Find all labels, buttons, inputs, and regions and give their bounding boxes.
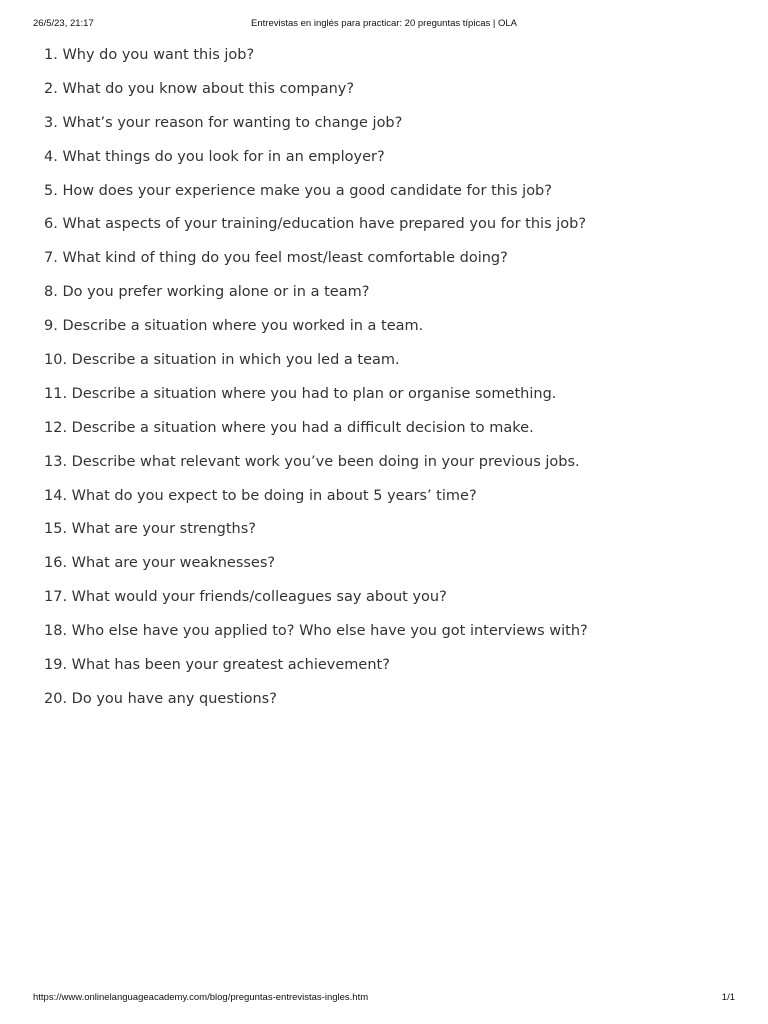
question-item: 8. Do you prefer working alone or in a team? [44, 284, 370, 301]
question-item: 13. Describe what relevant work you’ve been doing in your previous jobs. [44, 453, 580, 470]
question-item: 19. What has been your greatest achievement? [44, 657, 390, 674]
question-item: 14. What do you expect to be doing in about 5 years’ time? [44, 487, 477, 504]
page-number: 1/1 [721, 992, 735, 1003]
question-item: 1. Why do you want this job? [44, 47, 255, 63]
question-item: 5. How does your experience make you a good candidate for this job? [44, 182, 552, 199]
question-item: 15. What are your strengths? [44, 521, 256, 538]
page-url: https://www.onlinelanguageacademy.com/blog/preguntas-entrevistas-ingles.htm [33, 992, 369, 1003]
question-item: 9. Describe a situation where you worked in a team. [44, 318, 424, 335]
question-item: 4. What things do you look for in an employer? [44, 148, 385, 165]
question-item: 16. What are your weaknesses? [44, 555, 276, 572]
print-datetime: 26/5/23, 21:17 [33, 18, 94, 29]
question-item: 10. Describe a situation in which you led a team. [44, 352, 400, 369]
question-item: 6. What aspects of your training/education have prepared you for this job? [44, 216, 587, 233]
question-item: 2. What do you know about this company? [44, 80, 355, 97]
question-item: 20. Do you have any questions? [44, 690, 277, 707]
question-list [44, 44, 744, 722]
question-item: 3. What’s your reason for wanting to change job? [44, 114, 403, 131]
print-footer [0, 992, 768, 1006]
page-title: Entrevistas en inglés para practicar: 20 preguntas típicas | OLA [251, 18, 517, 29]
question-item: 11. Describe a situation where you had to plan or organise something. [44, 385, 557, 402]
question-item: 18. Who else have you applied to? Who else have you got interviews with? [44, 623, 588, 640]
question-item: 7. What kind of thing do you feel most/least comfortable doing? [44, 250, 508, 267]
question-item: 17. What would your friends/colleagues say about you? [44, 589, 447, 606]
print-header [0, 18, 768, 32]
question-item: 12. Describe a situation where you had a difficult decision to make. [44, 419, 534, 436]
